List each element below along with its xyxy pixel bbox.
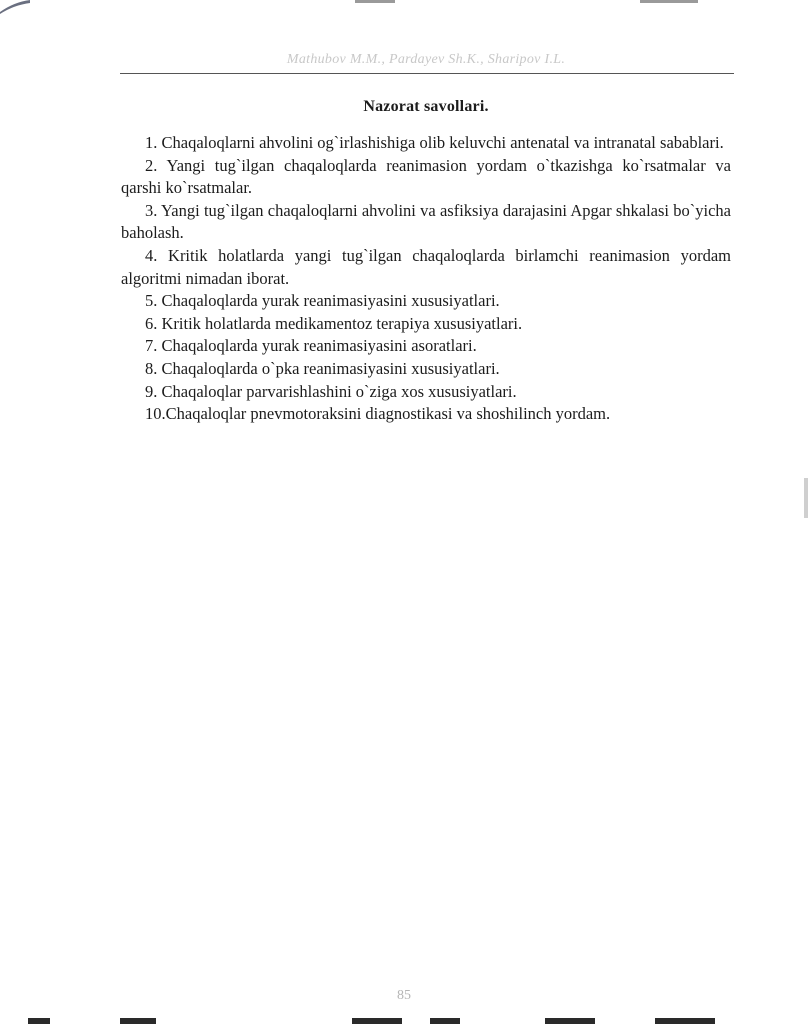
question-item: 10.Chaqaloqlar pnevmotoraksini diagnostikasi va shoshilinch yordam. [145, 404, 611, 424]
scan-edge-mark [804, 478, 808, 518]
page-number: 85 [397, 988, 411, 1003]
scan-corner-mark [0, 0, 40, 14]
scan-bottom-mark [655, 1018, 715, 1024]
scan-top-mark-left [355, 0, 395, 3]
header-rule [120, 73, 734, 74]
scan-bottom-mark [545, 1018, 595, 1024]
question-item: 7. Chaqaloqlarda yurak reanimasiyasini asoratlari. [145, 336, 477, 356]
scan-top-mark-right [640, 0, 698, 3]
scan-bottom-mark [430, 1018, 460, 1024]
question-item: 4. Kritik holatlarda yangi tug`ilgan chaqaloqlarda birlamchi reanimasion yordam algoritmi nimadan iborat. [121, 245, 731, 288]
question-item: 8. Chaqaloqlarda o`pka reanimasiyasini xususiyatlari. [145, 358, 500, 378]
section-title: Nazorat savollari. [363, 98, 489, 115]
question-item: 9. Chaqaloqlar parvarishlashini o`ziga xos xususiyatlari. [145, 381, 517, 401]
running-header: Mathubov M.M., Pardayev Sh.K., Sharipov I.L. [286, 52, 566, 67]
question-list [121, 132, 731, 426]
question-item: 6. Kritik holatlarda medikamentoz terapiya xususiyatlari. [145, 313, 523, 333]
question-item: 3. Yangi tug`ilgan chaqaloqlarni ahvolini va asfiksiya darajasini Apgar shkalasi bo`yicha baholash. [121, 200, 731, 243]
question-item: 1. Chaqaloqlarni ahvolini og`irlashishiga olib keluvchi antenatal va intranatal sabablari. [145, 133, 724, 152]
scan-bottom-mark [28, 1018, 50, 1024]
question-item: 2. Yangi tug`ilgan chaqaloqlarda reanimasion yordam o`tkazishga ko`rsatmalar va qarshi ko`rsatmalar. [121, 155, 731, 198]
question-item: 5. Chaqaloqlarda yurak reanimasiyasini xususiyatlari. [145, 291, 500, 311]
scan-bottom-mark [120, 1018, 156, 1024]
scan-bottom-mark [352, 1018, 402, 1024]
